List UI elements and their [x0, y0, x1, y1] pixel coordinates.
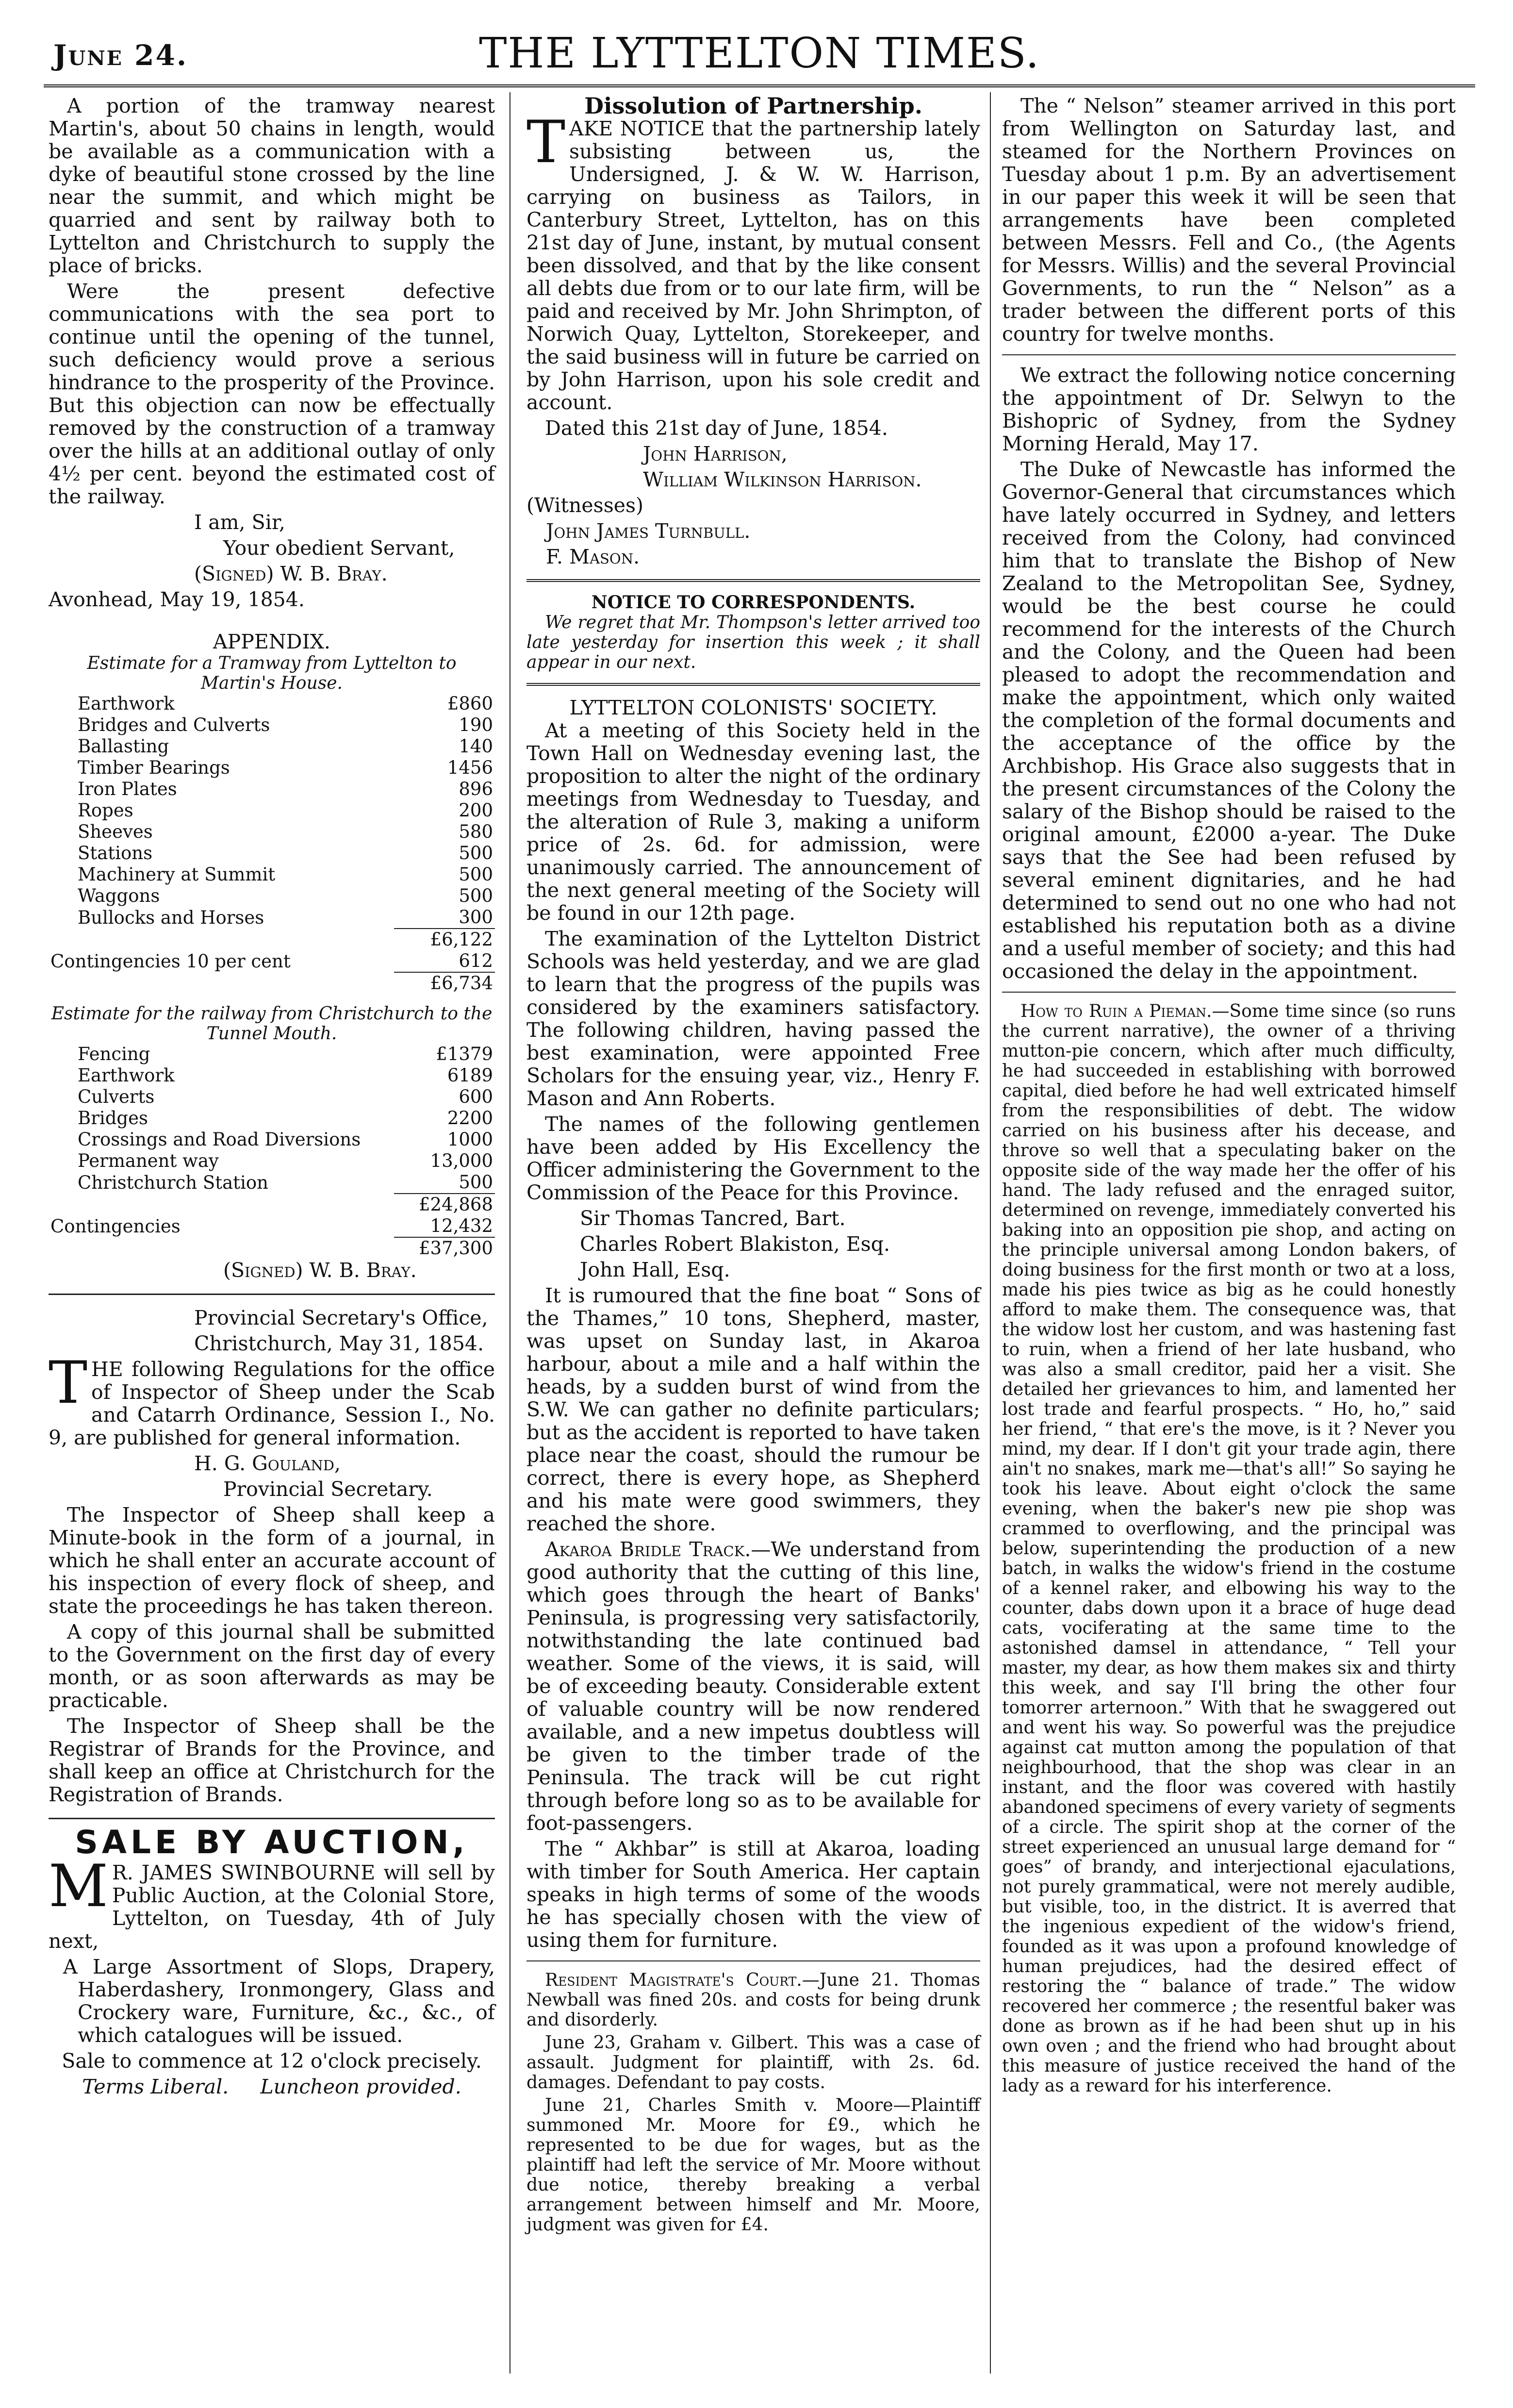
estimate-title: Estimate for the railway from Christchurch to the Tunnel Mouth. — [51, 1004, 493, 1044]
estimate-subtotal-row — [49, 1194, 495, 1215]
estimate-row — [49, 1065, 495, 1086]
auction-luncheon: Luncheon provided. — [260, 2075, 461, 2098]
estimate-item-label: Earthwork — [78, 1065, 175, 1086]
section-rule — [1002, 992, 1456, 993]
bridle-heading: Akaroa Bridle Track. — [545, 1538, 751, 1561]
dissolution-date: Dated this 21st day of June, 1854. — [545, 416, 888, 440]
estimate-subtotal-row — [49, 929, 495, 950]
estimate-item-amount: 1000 — [447, 1129, 493, 1150]
duke-paragraph: The Duke of Newcastle has informed the Governor-General that circumstances which have lately occurred in Sydney, and letters received from the Colony, had convinced him that to translate the Bishop of New Zealand to the Metropolitan See, Sydney, would be the best course he could recommend for the interests of the Church and the Colony, and the Queen had been pleased to adopt the recommendation and make the appointment, which only waited the completion of the formal documents and the acceptance of the office by the Archbishop. His Grace also suggests that in the present circumstances of the Colony the salary of the Bishop should be raised to the original amount, £2000 a-year. The Duke says that the See had been refused by several eminent dignitaries, and he had determined to send out no one who had not established his reputation both as a divine and a useful member of society; and this had occasioned the delay in the appointment. — [1002, 458, 1456, 983]
column-3 — [1002, 95, 1456, 2099]
estimate-table-tramway — [49, 693, 495, 994]
newspaper-title: THE LYTTELTON TIMES. — [479, 29, 1040, 78]
estimate-item-label: Crossings and Road Diversions — [78, 1129, 361, 1150]
auction-terms: Terms Liberal. — [82, 2075, 229, 2098]
estimate-title: Estimate for a Tramway from Lyttelton to Martin's House. — [87, 653, 457, 693]
estimate-row — [49, 714, 495, 736]
estimate-item-label: Permanent way — [78, 1150, 219, 1171]
estimate-item-label: Earthwork — [78, 693, 175, 714]
estimate-row — [49, 885, 495, 907]
section-rule — [1002, 354, 1456, 355]
section-rule — [49, 1818, 495, 1819]
estimate-total: £37,300 — [394, 1237, 495, 1259]
letter-paragraph: Were the present defective communications with the sea port to continue until the opening of the tunnel, such deficiency would prove a serious hindrance to the prosperity of the Province. But this objection can now be effectually removed by the construction of a tramway over the hills at an additional outlay of only 4½ per cent. beyond the estimated cost of the railway. — [49, 280, 495, 508]
nelson-paragraph: The “ Nelson” steamer arrived in this port from Wellington on Saturday last, and steamed for the Northern Provinces on Tuesday about 1 p.m. By an advertisement in our paper this week it will be seen that arrangements have been completed between Messrs. Fell and Co., (the Agents for Messrs. Willis) and the several Provincial Governments, to run the “ Nelson” as a trader between the different ports of this country for twelve months. — [1002, 94, 1456, 346]
estimate-item-amount: 2200 — [447, 1108, 493, 1129]
regulation-paragraph: A copy of this journal shall be submitted to the Government on the first day of every month, or as soon afterwards as may be practicable. — [49, 1620, 495, 1712]
column-1 — [49, 95, 495, 2101]
estimate-row — [49, 757, 495, 779]
estimate-item-label: Bullocks and Horses — [78, 907, 264, 928]
estimate-subtotal-label — [49, 1194, 394, 1215]
commission-name: John Hall, Esq. — [580, 1258, 730, 1281]
section-rule — [526, 1960, 980, 1961]
section-rule — [49, 1294, 495, 1295]
estimate-item-label: Bridges — [78, 1108, 148, 1129]
estimate-item-amount: 200 — [459, 800, 493, 821]
court-heading: Resident Magistrate's Court. — [545, 1970, 802, 1990]
pieman-story: —Some time since (so runs the current narrative), the owner of a thriving mutton-pie concern, which after much difficulty, he had succeeded in establishing with borrowed capital, died before he had well extricated himself from the responsibilities of debt. The widow carried on his business after his decease, and throve so well that a speculating baker on the opposite side of the way made her the offer of his hand. The lady refused and the enraged suitor, determined on revenge, immediately converted his baking into an opposition pie shop, and acting on the principle universal among London bakers, of doing business for the first month or two at a loss, made his pies twice as big as he could honestly afford to make them. The consequence was, that the widow lost her custom, and was hastening fast to ruin, when a friend of her late husband, who was also a small creditor, paid her a visit. She detailed her grievances to him, and lamented her lost trade and fearful prospects. “ Ho, ho,” said her friend, “ that ere's the move, is it ? Never you mind, my dear. If I don't git your trade agin, there ain't no snakes, mark me—that's all!” So saying he took his leave. About eight o'clock the same evening, when the baker's new pie shop was crammed to overflowing, and the principal was below, superintending the production of a new batch, in walks the widow's friend in the costume of a kennel raker, and elbowing his way to the counter, dabs down upon it a brace of huge dead cats, vociferating at the same time to the astonished damsel in attendance, “ Tell your master, my dear, as how them makes six and thirty this week, and say I'll bring the other four tomorrer arternoon.” With that he swaggered out and went his way. So powerful was the prejudice against cat mutton among the population of that neighbourhood, that the shop was clear in an instant, and the floor was covered with hastily abandoned specimens of every variety of segments of a circle. The spirit shop at the corner of the street experienced an unusual large demand for “ goes” of brandy, and interjectional ejaculations, not purely grammatical, were not merely audible, but visible, too, in the district. It is averred that the ingenious expedient of the widow's friend, founded as it was upon a profound knowledge of human prejudices, had the desired effect of restoring the “ balance of trade.” The widow recovered her commerce ; the resentful baker was done as brown as if he had been shut up in his own oven ; and the friend who had brought about this measure of justice received the hand of the lady as a reward for his interference. — [1002, 1001, 1456, 2096]
witness-name: F. Mason. — [546, 545, 640, 568]
letter-place-date: Avonhead, May 19, 1854. — [49, 588, 305, 611]
estimate-item-amount: 896 — [459, 779, 493, 799]
auction-time: Sale to commence at 12 o'clock precisely. — [62, 2049, 482, 2073]
office-name: Provincial Secretary's Office, — [194, 1306, 488, 1329]
dissolution-title: Dissolution of Partnership. — [584, 93, 922, 119]
estimate-item-amount: 500 — [459, 843, 493, 864]
section-rule — [526, 579, 980, 582]
regulations-signature: H. G. Gouland, — [194, 1452, 341, 1475]
auction-items: A Large Assortment of Slops, Drapery, Haberdashery, Ironmongery, Glass and Crockery ware, Furniture, &c., &c., of which catalogues will be issued. — [63, 1955, 495, 2047]
society-paragraph: At a meeting of this Society held in the Town Hall on Wednesday evening last, the proposition to alter the night of the ordinary meetings from Wednesday to Tuesday, and the alteration of Rule 3, making a uniform price of 2s. 6d. for admission, were unanimously carried. The announcement of the next general meeting of the Society will be found in our 12th page. — [526, 719, 980, 925]
estimate-item-amount: 190 — [459, 714, 493, 735]
estimate-row — [49, 821, 495, 843]
estimate-item-amount: 500 — [459, 864, 493, 885]
akhbar-paragraph: The “ Akhbar” is still at Akaroa, loading with timber for South America. Her captain speaks in high terms of some of the woods he has specially chosen with the view of using them for furniture. — [526, 1837, 980, 1952]
estimate-row — [49, 1086, 495, 1108]
drop-cap: T — [49, 1349, 88, 1417]
letter-closing: I am, Sir, — [194, 511, 285, 534]
estimate-item-amount: 580 — [459, 821, 493, 842]
masthead-rule — [44, 84, 1475, 87]
letter-paragraph: A portion of the tramway nearest Martin's, about 50 chains in length, would be available as a communication with a dyke of beautiful stone crossed by the line near the summit, and which might be quarried and sent by railway both to Lyttelton and Christchurch to supply the place of bricks. — [49, 94, 495, 277]
regulations-intro: HE following Regulations for the office of Inspector of Sheep under the Scab and Catarrh Ordinance, Session I., No. 9, are published for general information. — [49, 1358, 495, 1449]
estimate-row — [49, 1150, 495, 1172]
estimate-item-label: Sheeves — [78, 821, 153, 842]
estimate-total: £6,734 — [394, 972, 495, 994]
estimate-subtotal-label — [49, 929, 394, 950]
estimate-total-label — [49, 1237, 394, 1259]
estimate-row — [49, 800, 495, 821]
estimate-row — [49, 1044, 495, 1065]
estimate-item-amount: 300 — [459, 907, 493, 928]
masthead — [44, 29, 1475, 87]
estimate-item-label: Timber Bearings — [78, 757, 230, 778]
estimate-total-row — [49, 1237, 495, 1259]
estimate-table-railway — [49, 1044, 495, 1259]
drop-cap: M — [49, 1853, 108, 1920]
estimate-row — [49, 1129, 495, 1150]
estimate-contingencies-row — [49, 950, 495, 972]
estimate-item-label: Bridges and Culverts — [78, 714, 270, 735]
estimate-item-amount: 500 — [459, 885, 493, 906]
dissolution-notice: AKE NOTICE that the partnership lately subsisting between us, the Undersigned, J. & W. W. Harrison, carrying on business as Tailors, in Canterbury Street, Lyttelton, has on this 21st day of June, instant, by mutual consent been dissolved, and that by the like consent all debts due from or to our late firm, will be paid and received by Mr. John Shrimpton, of Norwich Quay, Lyttelton, Storekeeper, and the said business will in future be carried on by John Harrison, upon his sole credit and account. — [526, 117, 980, 414]
appendix-title: APPENDIX. — [213, 630, 330, 653]
estimate-subtotal: £24,868 — [394, 1194, 495, 1215]
estimate-item-label: Waggons — [78, 885, 160, 906]
regulation-paragraph: The Inspector of Sheep shall keep a Minute-book in the form of a journal, in which he shall enter an accurate account of his inspection of every flock of sheep, and state the proceedings he has taken thereon. — [49, 1503, 495, 1618]
estimate-row — [49, 864, 495, 885]
estimate-signature: (Signed) W. B. Bray. — [223, 1259, 417, 1282]
estimate-contingencies-label: Contingencies 10 per cent — [50, 950, 291, 972]
estimate-row — [49, 843, 495, 864]
regulation-paragraph: The Inspector of Sheep shall be the Registrar of Brands for the Province, and shall keep an office at Christchurch for the Registration of Brands. — [49, 1714, 495, 1806]
society-title: LYTTELTON COLONISTS' SOCIETY. — [569, 696, 937, 719]
estimate-item-amount: 140 — [459, 736, 493, 757]
estimate-row — [49, 1108, 495, 1129]
witnesses-label: (Witnesses) — [526, 494, 644, 517]
estimate-item-label: Iron Plates — [78, 779, 177, 799]
estimate-subtotal: £6,122 — [394, 929, 495, 950]
estimate-contingencies: 12,432 — [430, 1215, 493, 1236]
estimate-item-label: Machinery at Summit — [78, 864, 276, 885]
estimate-total-row — [49, 972, 495, 994]
commission-name: Charles Robert Blakiston, Esq. — [580, 1232, 890, 1256]
drop-cap: T — [526, 109, 566, 176]
estimate-item-label: Christchurch Station — [78, 1172, 268, 1193]
estimate-item-amount: 1456 — [447, 757, 493, 778]
estimate-contingencies: 612 — [459, 950, 493, 971]
estimate-contingencies-label: Contingencies — [50, 1215, 181, 1237]
society-paragraph: The names of the following gentlemen have been added by His Excellency the Officer administering the Government to the Commission of the Peace for this Province. — [526, 1113, 980, 1204]
estimate-item-amount: 600 — [459, 1086, 493, 1107]
estimate-item-amount: 500 — [459, 1172, 493, 1193]
estimate-item-amount: £860 — [447, 693, 493, 714]
estimate-row — [49, 1172, 495, 1194]
column-divider-2 — [990, 92, 991, 2374]
auction-announcement: R. JAMES SWINBOURNE will sell by Public Auction, at the Colonial Store, Lyttelton, on Tuesday, 4th of July next, — [49, 1861, 495, 1953]
regulations-signature-title: Provincial Secretary. — [223, 1478, 433, 1501]
section-rule — [526, 683, 980, 686]
column-2 — [526, 95, 980, 2238]
society-paragraph: The examination of the Lyttelton District Schools was held yesterday, and we are glad to learn that the progress of the pupils was considered by the examiners satisfactory. The following children, having passed the best examination, were appointed Free Scholars for the ensuing year, viz., Henry F. Mason and Ann Roberts. — [526, 927, 980, 1110]
estimate-total-label — [49, 972, 394, 994]
estimate-item-amount: 6189 — [447, 1065, 493, 1086]
estimate-item-amount: 13,000 — [430, 1150, 493, 1171]
notice-title: NOTICE TO CORRESPONDENTS. — [591, 592, 916, 613]
estimate-item-label: Stations — [78, 843, 153, 864]
boat-paragraph: It is rumoured that the fine boat “ Sons of the Thames,” 10 tons, Shepherd, master, was upset on Sunday last, in Akaroa harbour, about a mile and a half within the heads, by a sudden burst of wind from the S.W. We can gather no definite particulars; but as the accident is reported to have taken place near the coast, should the rumour be correct, there is every hope, as Shepherd and his mate were good swimmers, they reached the shore. — [526, 1284, 980, 1535]
estimate-contingencies-row — [49, 1215, 495, 1237]
witness-name: John James Turnbull. — [546, 519, 751, 543]
dissolution-signature: William Wilkinson Harrison. — [643, 468, 922, 491]
court-paragraph: June 23, Graham v. Gilbert. This was a case of assault. Judgment for plaintiff, with 2s. 6d. damages. Defendant to pay costs. — [526, 2033, 980, 2092]
court-paragraph: June 21, Charles Smith v. Moore—Plaintiff summoned Mr. Moore for £9., which he represented to be due for wages, but as the plaintiff had left the service of Mr. Moore without due notice, thereby breaking a verbal arrangement between himself and Mr. Moore, judgment was given for £4. — [526, 2095, 980, 2235]
estimate-row — [49, 907, 495, 929]
letter-signature: (Signed) W. B. Bray. — [194, 562, 388, 585]
dissolution-signature: John Harrison, — [643, 442, 788, 465]
estimate-item-amount: £1379 — [436, 1044, 493, 1064]
court-paragraph: —June 21. Thomas Newball was fined 20s. and costs for being drunk and disorderly. — [526, 1970, 980, 2030]
auction-title: SALE BY AUCTION, — [75, 1824, 469, 1861]
pieman-heading: How to Ruin a Pieman. — [1020, 1001, 1212, 1021]
bridle-paragraph: —We understand from good authority that the cutting of this line, which goes through the heart of Banks' Peninsula, is progressing very satisfactorily, notwithstanding the late continued bad weather. Some of the views, it is said, will be of exceeding beauty. Considerable extent of valuable country will be now rendered available, and a new impetus doubtless will be given to the timber trade of the Peninsula. The track will be cut right through before long so as to be available for foot-passengers. — [526, 1538, 980, 1835]
extract-paragraph: We extract the following notice concerning the appointment of Dr. Selwyn to the Bishopric of Sydney, from the Sydney Morning Herald, May 17. — [1002, 364, 1456, 455]
estimate-item-label: Culverts — [78, 1086, 155, 1107]
estimate-item-label: Ballasting — [78, 736, 169, 757]
letter-closing: Your obedient Servant, — [223, 536, 455, 560]
notice-text: We regret that Mr. Thompson's letter arrived too late yesterday for insertion this week ; it shall appear in our next. — [526, 613, 980, 672]
estimate-row — [49, 779, 495, 800]
office-date: Christchurch, May 31, 1854. — [194, 1332, 484, 1355]
estimate-item-label: Fencing — [78, 1044, 150, 1064]
estimate-row — [49, 736, 495, 757]
estimate-row — [49, 693, 495, 714]
issue-date: June 24. — [53, 39, 188, 72]
estimate-item-label: Ropes — [78, 800, 133, 821]
commission-name: Sir Thomas Tancred, Bart. — [580, 1207, 846, 1230]
